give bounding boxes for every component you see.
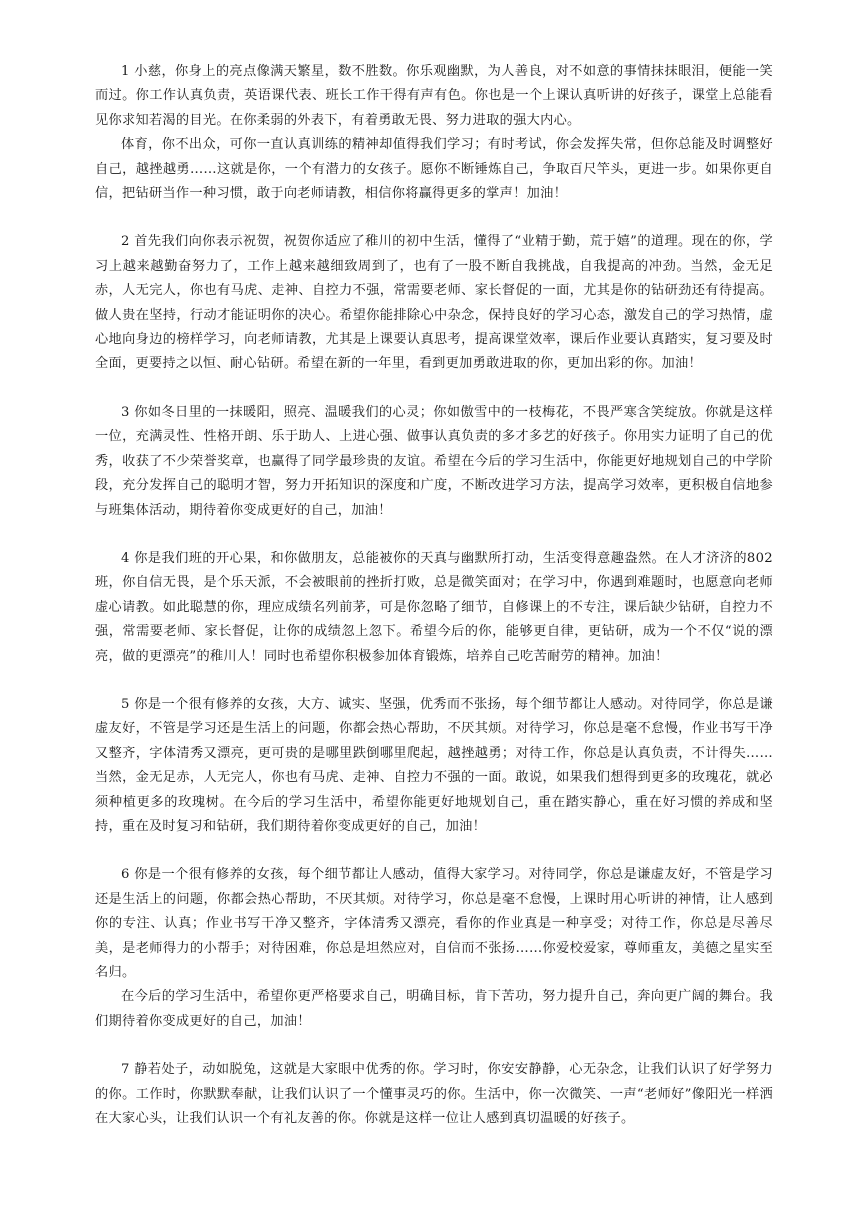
comment-7-paragraph-1: 7 静若处子，动如脱兔，这就是大家眼中优秀的你。学习时，你安安静静，心无杂念，让我们认识了好学努力的你。工作时，你默默奉献，让我们认识了一个懂事灵巧的你。生活中，你一次微笑、一声“老师好”像阳光一样洒在大家心头，让我们认识一个有礼友善的你。你就是这样一位让人感到真切温暖的好孩子。	[95, 1062, 773, 1127]
comment-5	[95, 693, 773, 839]
comment-1-paragraph-2: 体育，你不出众，可你一直认真训练的精神却值得我们学习；有时考试，你会发挥失常，但你总能及时调整好自己，越挫越勇……这就是你，一个有潜力的女孩子。愿你不断锤炼自己，争取百尺竿头，更进一步。如果你更自信，把钻研当作一种习惯，敢于向老师请教，相信你将赢得更多的掌声！加油！	[95, 137, 773, 202]
comment-4	[95, 547, 773, 669]
comment-3	[95, 401, 773, 523]
comment-6	[95, 863, 773, 1034]
comment-1-paragraph-1: 1 小慈，你身上的亮点像满天繁星，数不胜数。你乐观幽默，为人善良，对不如意的事情抹抹眼泪，便能一笑而过。你工作认真负责，英语课代表、班长工作干得有声有色。你也是一个上课认真听讲的好孩子，课堂上总能看见你求知若渴的目光。在你柔弱的外表下，有着勇敢无畏、努力进取的强大内心。	[95, 64, 773, 128]
comment-6-paragraph-2: 在今后的学习生活中，希望你更严格要求自己，明确目标，肯下苦功，努力提升自己，奔向更广阔的舞台。我们期待着你变成更好的自己，加油！	[95, 989, 773, 1029]
comment-3-paragraph-1: 3 你如冬日里的一抹暖阳，照亮、温暖我们的心灵；你如傲雪中的一枝梅花，不畏严寒含笑绽放。你就是这样一位，充满灵性、性格开朗、乐于助人、上进心强、做事认真负责的多才多艺的好孩子。你用实力证明了自己的优秀，收获了不少荣誉奖章，也赢得了同学最珍贵的友谊。希望在今后的学习生活中，你能更好地规划自己的中学阶段，充分发挥自己的聪明才智，努力开拓知识的深度和广度，不断改进学习方法，提高学习效率，更积极自信地参与班集体活动，期待着你变成更好的自己，加油！	[95, 404, 773, 518]
comment-2-paragraph-1: 2 首先我们向你表示祝贺，祝贺你适应了稚川的初中生活，懂得了“业精于勤，荒于嬉”的道理。现在的你，学习上越来越勤奋努力了，工作上越来越细致周到了，也有了一股不断自我挑战，自我提高的冲劲。当然，金无足赤，人无完人，你也有马虎、走神、自控力不强，常需要老师、家长督促的一面，尤其是你的钻研劲还有待提高。做人贵在坚持，行动才能证明你的决心。希望你能排除心中杂念，保持良好的学习心态，激发自己的学习热情，虚心地向身边的榜样学习，向老师请教，尤其是上课要认真思考，提高课堂效率，课后作业要认真踏实，复习要及时全面，更要持之以恒、耐心钻研。希望在新的一年里，看到更加勇敢进取的你，更加出彩的你。加油！	[95, 234, 773, 372]
comment-7	[95, 1058, 773, 1131]
comment-2	[95, 230, 773, 376]
comment-1	[95, 60, 773, 206]
comment-5-paragraph-1: 5 你是一个很有修养的女孩，大方、诚实、坚强，优秀而不张扬，每个细节都让人感动。对待同学，你总是谦虚友好，不管是学习还是生活上的问题，你都会热心帮助，不厌其烦。对待学习，你总是毫不怠慢，作业书写干净又整齐，字体清秀又漂亮，更可贵的是哪里跌倒哪里爬起，越挫越勇；对待工作，你总是认真负责，不计得失……当然，金无足赤，人无完人，你也有马虎、走神、自控力不强的一面。敢说，如果我们想得到更多的玫瑰花，就必须种植更多的玫瑰树。在今后的学习生活中，希望你能更好地规划自己，重在踏实静心，重在好习惯的养成和坚持，重在及时复习和钻研，我们期待着你变成更好的自己，加油！	[95, 696, 773, 834]
comment-4-paragraph-1: 4 你是我们班的开心果，和你做朋友，总能被你的天真与幽默所打动，生活变得意趣盎然。在人才济济的802 班，你自信无畏，是个乐天派，不会被眼前的挫折打败，总是微笑面对；在学习中，你遇到难题时，也愿意向老师虚心请教。如此聪慧的你，理应成绩名列前茅，可是你忽略了细节，自修课上的不专注，课后缺少钻研，自控力不强，常需要老师、家长督促，让你的成绩忽上忽下。希望今后的你，能够更自律，更钻研，成为一个不仅“说的漂亮，做的更漂亮”的稚川人！同时也希望你积极参加体育锻炼，培养自己吃苦耐劳的精神。加油！	[95, 550, 773, 664]
comment-6-paragraph-1: 6 你是一个很有修养的女孩，每个细节都让人感动，值得大家学习。对待同学，你总是谦虚友好，不管是学习还是生活上的问题，你都会热心帮助，不厌其烦。对待学习，你总是毫不怠慢，上课时用心听讲的神情，让人感到你的专注、认真；作业书写干净又整齐，字体清秀又漂亮，看你的作业真是一种享受；对待工作，你总是尽善尽美，是老师得力的小帮手；对待困难，你总是坦然应对，自信而不张扬……你爱校爱家，尊师重友，美德之星实至名归。	[95, 867, 773, 980]
document-page	[95, 60, 773, 1155]
